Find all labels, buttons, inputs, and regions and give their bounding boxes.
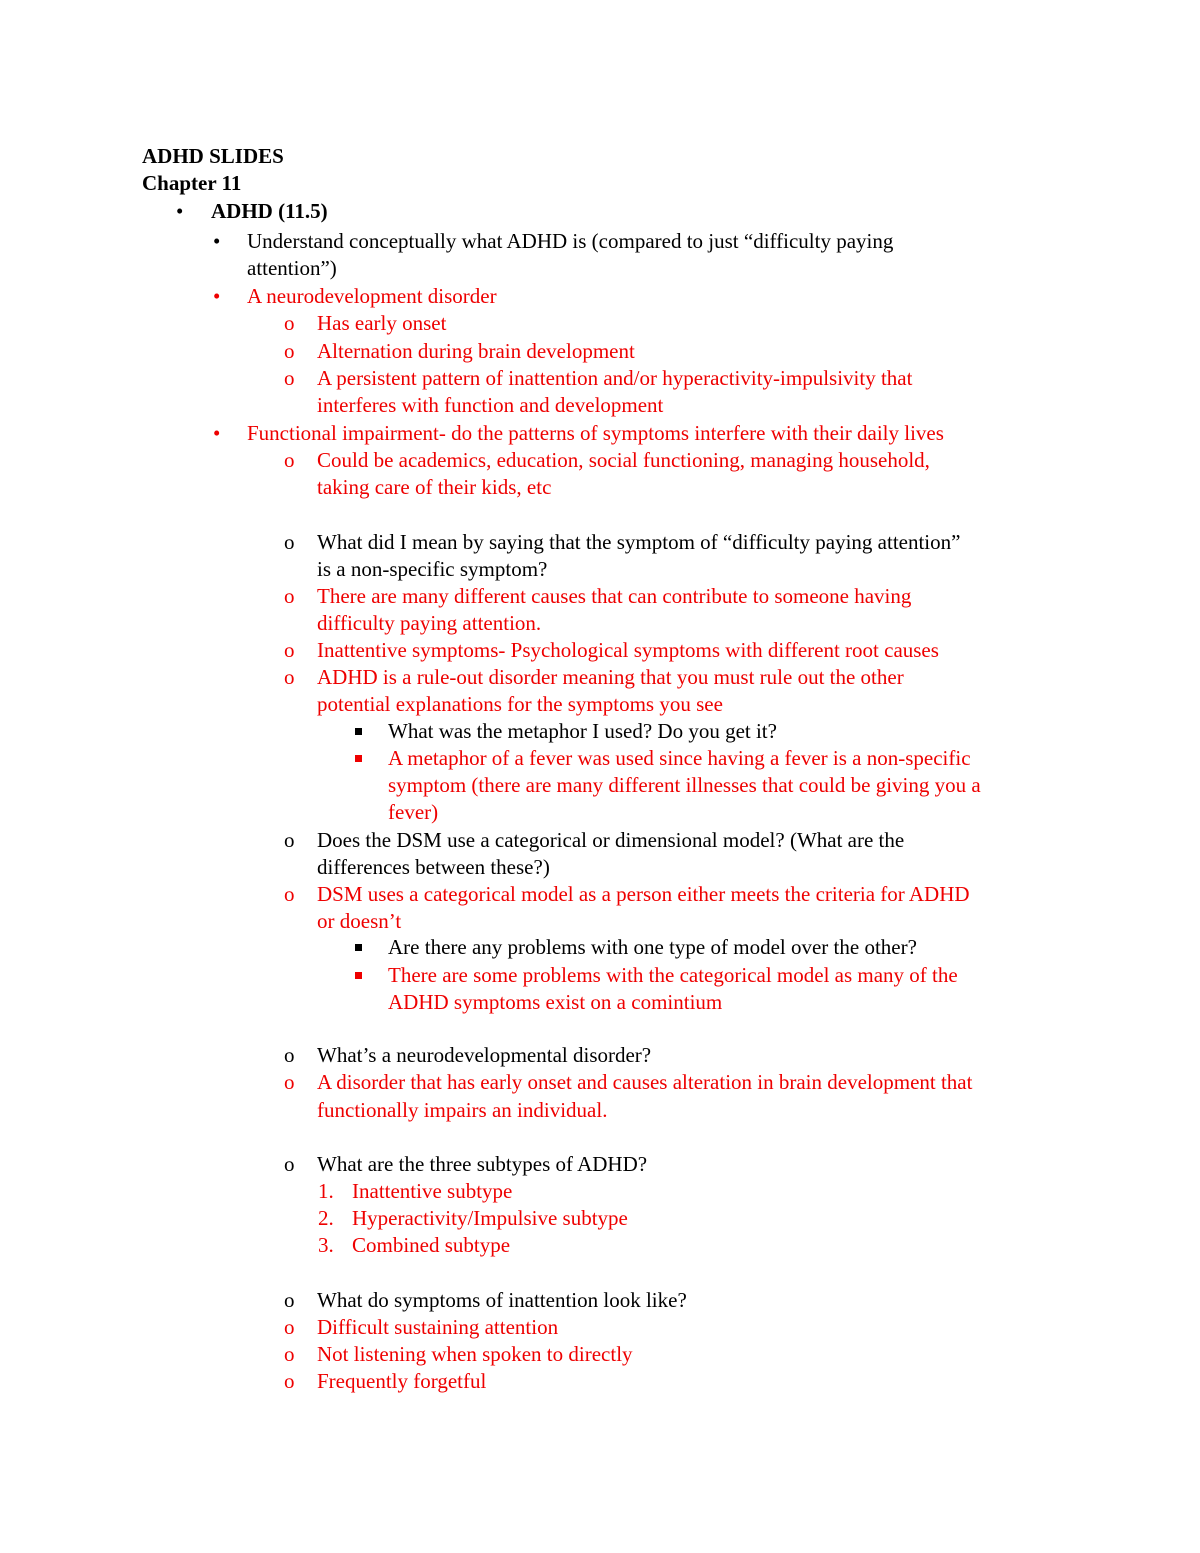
bullet-circle: o bbox=[284, 311, 295, 335]
answer-line: ADHD symptoms exist on a comintium bbox=[388, 990, 723, 1014]
list-number: 1. bbox=[318, 1179, 334, 1203]
bullet-circle: o bbox=[284, 828, 295, 852]
bullet-circle: o bbox=[284, 1070, 295, 1094]
bullet-circle: o bbox=[284, 1288, 295, 1312]
bullet-circle: o bbox=[284, 1342, 295, 1366]
answer-line: potential explanations for the symptoms you see bbox=[317, 692, 723, 716]
question-line: Are there any problems with one type of model over the other? bbox=[388, 935, 917, 959]
bullet-circle: o bbox=[284, 1043, 295, 1067]
bullet-circle: o bbox=[284, 1152, 295, 1176]
bullet-circle: o bbox=[284, 1369, 295, 1393]
question-line: What do symptoms of inattention look like? bbox=[317, 1288, 687, 1312]
answer-line: taking care of their kids, etc bbox=[317, 475, 552, 499]
answer-line: functionally impairs an individual. bbox=[317, 1098, 608, 1122]
answer-line: Functional impairment- do the patterns of symptoms interfere with their daily lives bbox=[247, 421, 944, 445]
answer-line: A disorder that has early onset and causes alteration in brain development that bbox=[317, 1070, 973, 1094]
answer-line: A neurodevelopment disorder bbox=[247, 284, 497, 308]
answer-line: Not listening when spoken to directly bbox=[317, 1342, 633, 1366]
bullet-dot: • bbox=[176, 199, 184, 223]
list-number: 2. bbox=[318, 1206, 334, 1230]
answer-line: DSM uses a categorical model as a person either meets the criteria for ADHD bbox=[317, 882, 970, 906]
answer-line: Combined subtype bbox=[352, 1233, 511, 1257]
answer-line: or doesn’t bbox=[317, 909, 402, 933]
answer-line: Has early onset bbox=[317, 311, 447, 335]
bullet-square bbox=[355, 755, 362, 762]
bullet-square bbox=[355, 728, 362, 735]
bullet-circle: o bbox=[284, 584, 295, 608]
answer-line: Alternation during brain development bbox=[317, 339, 635, 363]
answer-line: difficulty paying attention. bbox=[317, 611, 542, 635]
question-line: is a non-specific symptom? bbox=[317, 557, 548, 581]
answer-line: ADHD is a rule-out disorder meaning that you must rule out the other bbox=[317, 665, 904, 689]
document-title: ADHD SLIDES bbox=[142, 144, 284, 168]
answer-line: Hyperactivity/Impulsive subtype bbox=[352, 1206, 628, 1230]
answer-line: Could be academics, education, social functioning, managing household, bbox=[317, 448, 930, 472]
answer-line: Inattentive subtype bbox=[352, 1179, 513, 1203]
answer-line: A persistent pattern of inattention and/or hyperactivity-impulsivity that bbox=[317, 366, 913, 390]
answer-line: There are many different causes that can contribute to someone having bbox=[317, 584, 912, 608]
answer-line: symptom (there are many different illnesses that could be giving you a bbox=[388, 773, 981, 797]
answer-line: fever) bbox=[388, 800, 439, 824]
answer-line: Inattentive symptoms- Psychological symptoms with different root causes bbox=[317, 638, 939, 662]
answer-line: There are some problems with the categorical model as many of the bbox=[388, 963, 958, 987]
bullet-dot: • bbox=[213, 421, 221, 445]
bullet-dot: • bbox=[213, 284, 221, 308]
bullet-circle: o bbox=[284, 1315, 295, 1339]
bullet-circle: o bbox=[284, 665, 295, 689]
answer-line: Difficult sustaining attention bbox=[317, 1315, 559, 1339]
answer-line: Frequently forgetful bbox=[317, 1369, 487, 1393]
question-line: Understand conceptually what ADHD is (compared to just “difficulty paying bbox=[247, 229, 894, 253]
list-number: 3. bbox=[318, 1233, 334, 1257]
question-line: attention”) bbox=[247, 256, 337, 280]
bullet-square bbox=[355, 972, 362, 979]
question-line: What’s a neurodevelopmental disorder? bbox=[317, 1043, 652, 1067]
bullet-circle: o bbox=[284, 366, 295, 390]
section-heading: ADHD (11.5) bbox=[211, 199, 328, 223]
bullet-dot: • bbox=[213, 229, 221, 253]
bullet-circle: o bbox=[284, 339, 295, 363]
bullet-circle: o bbox=[284, 882, 295, 906]
answer-line: interferes with function and development bbox=[317, 393, 664, 417]
chapter-heading: Chapter 11 bbox=[142, 171, 242, 195]
question-line: What are the three subtypes of ADHD? bbox=[317, 1152, 648, 1176]
question-line: Does the DSM use a categorical or dimensional model? (What are the bbox=[317, 828, 905, 852]
question-line: What was the metaphor I used? Do you get it? bbox=[388, 719, 777, 743]
bullet-circle: o bbox=[284, 530, 295, 554]
answer-line: A metaphor of a fever was used since having a fever is a non-specific bbox=[388, 746, 971, 770]
bullet-circle: o bbox=[284, 448, 295, 472]
bullet-circle: o bbox=[284, 638, 295, 662]
question-line: differences between these?) bbox=[317, 855, 550, 879]
bullet-square bbox=[355, 944, 362, 951]
question-line: What did I mean by saying that the symptom of “difficulty paying attention” bbox=[317, 530, 961, 554]
